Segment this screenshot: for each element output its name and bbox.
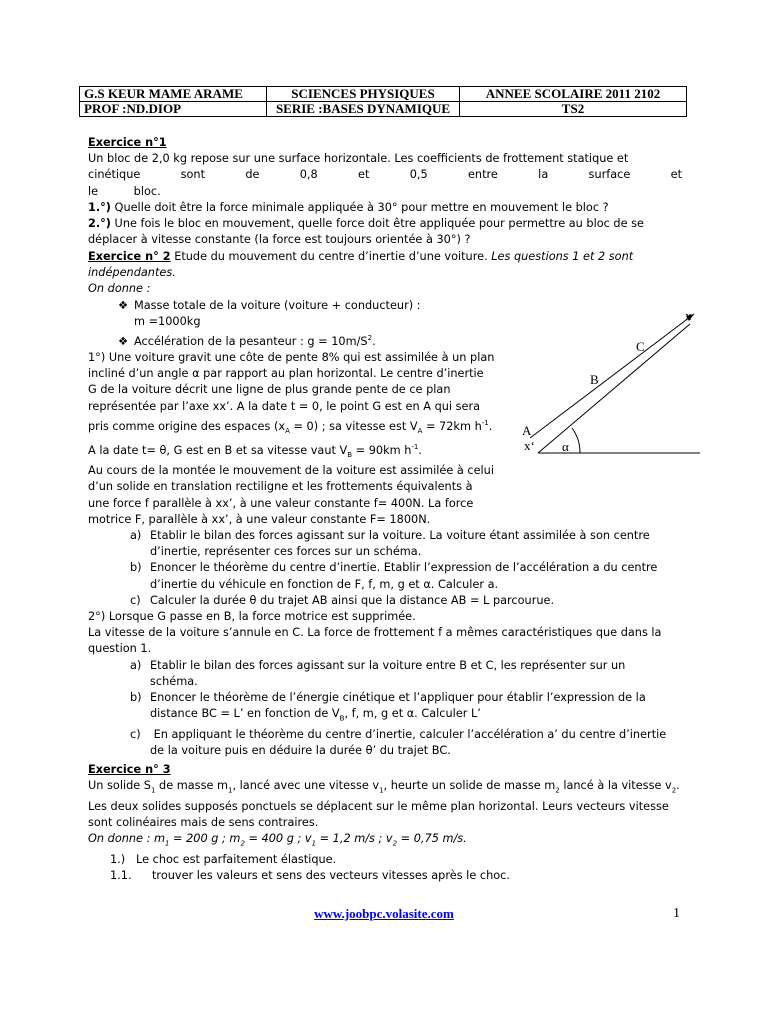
subject: SCIENCES PHYSIQUES	[267, 87, 460, 102]
ex2-q2a: Etablir le bilan des forces agissant sur la voiture entre B et C, les représenter sur un	[150, 658, 626, 672]
ex3-line: sont colinéaires mais de sens contraires.	[88, 815, 319, 829]
ex2-bullet-1: Masse totale de la voiture (voiture + conducteur) :	[134, 298, 421, 312]
ex3-given: = 1,2 m/s ; v	[316, 832, 393, 846]
ex2-line: incliné d’un angle α par rapport au plan horizontal. Le centre d’inertie	[88, 367, 484, 381]
ex1-q2: Une fois le bloc en mouvement, quelle force doit être appliquée pour permettre au bloc de se	[110, 217, 644, 231]
ex2-q2-line: La vitesse de la voiture s’annule en C. La force de frottement f a mêmes caractéristiques que dans la	[88, 626, 662, 640]
inclined-plane-diagram	[520, 300, 700, 460]
class-level: TS2	[460, 102, 687, 117]
ex2-line: d’un solide en translation rectiligne et les frottements équivalents à	[88, 480, 473, 494]
ex2-line: Au cours de la montée le mouvement de la voiture est assimilée à celui	[88, 464, 494, 478]
ex2-line: motrice F, parallèle à xx’, à une valeur constante F= 1800N.	[88, 512, 431, 526]
ex2-intro-italic-cont: indépendantes.	[88, 266, 176, 280]
angle-arc	[572, 428, 580, 453]
ex2-given: On donne :	[88, 282, 151, 296]
exercise-3-title: Exercice n° 3	[88, 763, 171, 776]
ex2-line: 1°) Une voiture gravit une côte de pente 8% qui est assimilée à un plan	[88, 350, 495, 364]
ex3-line: lancé à la vitesse v	[559, 779, 672, 793]
label-xprime: x‘	[524, 438, 535, 453]
ex1-line: Un bloc de 2,0 kg repose sur une surface horizontale. Les coefficients de frottement statique et	[88, 152, 629, 166]
ex2-q2: 2°) Lorsque G passe en B, la force motrice est supprimée.	[88, 610, 416, 624]
ex2-mass-value: m =1000kg	[134, 314, 201, 328]
exercise-1-title: Exercice n°1	[88, 136, 167, 149]
series: SERIE :BASES DYNAMIQUE	[267, 102, 460, 117]
ex1-q2-number: 2.°)	[88, 217, 111, 231]
ex2-intro-italic: Les questions 1 et 2 sont	[491, 250, 634, 263]
ex1-q2-cont: déplacer à vitesse constante (la force est toujours orientée à 30°) ?	[88, 233, 471, 247]
label-x: x	[685, 308, 692, 323]
ex1-q1-number: 1.°)	[88, 200, 111, 214]
label-A: A	[522, 423, 532, 438]
ex2-line: une force f parallèle à xx’, à une valeur constante f= 400N. La force	[88, 496, 474, 510]
diamond-bullet-icon: ❖	[118, 298, 129, 312]
exercise-2-title: Exercice n° 2	[88, 250, 171, 263]
label-alpha: α	[562, 439, 569, 454]
ex3-q11: trouver les valeurs et sens des vecteurs vitesses après le choc.	[152, 868, 510, 882]
ex1-q1: Quelle doit être la force minimale appliquée à 30° pour mettre en mouvement le bloc ?	[110, 200, 609, 214]
ex3-line: Un solide S	[88, 779, 151, 793]
label-B: B	[590, 372, 599, 387]
ex2-q2b-cont: distance BC = L’ en fonction de V	[150, 707, 340, 721]
school-year: ANNEE SCOLAIRE 2011 2102	[460, 87, 687, 102]
ex2-q2c-cont: de la voiture puis en déduire la durée θ’ du trajet BC.	[150, 743, 451, 757]
ex2-line: G de la voiture décrit une ligne de plus grande pente de ce plan	[88, 383, 451, 397]
exercise-3: Exercice n° 3 Un solide $S_1$ de masse $m_1$, lancé avec une vitesse $v_1$, heurte un solide de masse $m_2$ lancé à la vitesse $v_2$. Les deux solides supposés ponctuels se déplacent sur le même plan horizontal. Leurs vecteurs vitesse sont colinéaires mais de sens contraires. On donne : $m_1 = 200$ g ; $m_2 = 400$ g ; $v_1 = 1,2$ m/s ; $v_2 = 0,75$ m/s. 1.) Le choc est parfaitement élastique. 1.1. trouver les valeurs et sens des vecteurs vitesses après le choc.	[88, 762, 682, 884]
ex2-q1b-cont: d’inertie du véhicule en fonction de F, f, m, g et α. Calculer a.	[150, 577, 499, 591]
ex3-given: = 200 g ; m	[169, 832, 241, 846]
axis-xx	[530, 314, 694, 438]
ex2-line: A la date t= θ, G est en B et sa vitesse vaut V	[88, 443, 348, 457]
ex2-line: pris comme origine des espaces (x	[88, 419, 286, 433]
school-name: G.S KEUR MAME ARAME	[80, 87, 267, 102]
ex2-intro: Etude du mouvement du centre d’inertie d’une voiture.	[174, 250, 488, 263]
ex3-q1-number: 1.)	[110, 852, 126, 866]
ex3-line: Les deux solides supposés ponctuels se déplacent sur le même plan horizontal. Leurs vecteurs vitesse	[88, 799, 669, 813]
ex2-q1a-cont: d’inertie, représenter ces forces sur un schéma.	[150, 545, 422, 559]
diamond-bullet-icon: ❖	[118, 334, 129, 348]
ex3-q11-number: 1.1.	[110, 868, 132, 882]
ex2-line: représentée par l’axe xx’. A la date t = 0, le point G est en A qui sera	[88, 399, 481, 413]
ex2-q1c: Calculer la durée θ du trajet AB ainsi que la distance AB = L parcourue.	[150, 593, 555, 607]
ex3-line: , lancé avec une vitesse v	[232, 779, 380, 793]
ex2-q2b-cont: , f, m, g et α. Calculer L’	[344, 707, 481, 721]
ex2-line: = 0) ; sa vitesse est V	[289, 419, 418, 433]
ex3-q1: Le choc est parfaitement élastique.	[136, 852, 337, 866]
header-table	[79, 86, 687, 117]
teacher: PROF :ND.DIOP	[80, 102, 267, 117]
ex3-given: = 400 g ; v	[244, 832, 312, 846]
ex2-line: = 90km h	[352, 443, 412, 457]
ex2-q2-line: question 1.	[88, 642, 152, 656]
ex2-q2a-cont: schéma.	[150, 674, 198, 688]
ex3-given: On donne : m	[88, 832, 165, 846]
exponent: 2	[367, 334, 373, 343]
exercise-2: Exercice n° 2 Etude du mouvement du centre d’inertie d’une voiture. Les questions 1 et 2 sont indépendantes. On donne : ❖ Masse totale de la voiture (voiture + conducteur) : m =1000kg ❖ Accélération de la pesanteur : $g = 10m/S^2$. 1°) Une voiture gravit une côte de pente 8% qui est assimilée à un plan incliné d’un angle α par rapport au plan horizontal. Le centre d’inertie G de la voiture décrit une ligne de plus grande pente de ce plan représentée par l’axe xx’. A la date t = 0, le point G est en A qui sera pris comme origine des espaces $(x_A = 0)$ ; sa vitesse est $V_A = 72km$ $h^{-1}$. A la date t= θ, G est en B et sa vitesse vaut $V_B = 90km$ $h^{-1}$. Au cours de la montée le mouvement de la voiture est assimilée à celui d’un solide en translation rectiligne et les frottements équivalents à une force f parallèle à xx’, à une valeur constante f= 400N. La force motrice F, parallèle à xx’, à une valeur constante F= 1800N. a) Etablir le bilan des forces agissant sur la voiture. La voiture étant assimilée à son centre d’inertie, représenter ces forces sur un schéma. b) Enoncer le théorème du centre d’inertie. Etablir l’expression de l’accélération a du centre d’inertie du véhicule en fonction de F, f, m, g et α. Calculer a. c) Calculer la durée θ du trajet AB ainsi que la distance AB = L parcourue. 2°) Lorsque G passe en B, la force motrice est supprimée. La vitesse de la voiture s’annule en C. La force de frottement f a mêmes caractéristiques que dans la question 1. a) Etablir le bilan des forces agissant sur la voiture entre B et C, les représenter sur un schéma. b) Enoncer le théorème de l’énergie cinétique et l’appliquer pour établir l’expression de la distance BC = L’ en fonction de $V_B$, f, m, g et α. Calculer L’ c) En appliquant le théorème du centre d’inertie, calculer l’accélération a’ du centre d’inertie de la voiture puis en déduire la durée θ’ du trajet BC.	[88, 249, 682, 759]
exercise-1	[88, 135, 682, 248]
ex3-given: = 0,75 m/s.	[397, 832, 467, 846]
ex2-bullet-2: Accélération de la pesanteur : g = 10m/S	[134, 334, 368, 348]
incline-line	[538, 324, 690, 453]
ex2-line: = 72km h	[422, 419, 482, 433]
footer-link[interactable]: www.joobpc.volasite.com	[314, 906, 454, 921]
footer	[0, 906, 768, 922]
ex3-line: de masse m	[155, 779, 229, 793]
ex2-q1a: Etablir le bilan des forces agissant sur la voiture. La voiture étant assimilée à son centre	[150, 529, 650, 543]
label-C: C	[636, 339, 645, 354]
ex3-line: , heurte un solide de masse m	[383, 779, 556, 793]
page-number: 1	[673, 906, 680, 921]
ex2-q1b: Enoncer le théorème du centre d’inertie. Etablir l’expression de l’accélération a du centre	[150, 561, 658, 575]
ex2-q2c: En appliquant le théorème du centre d’inertie, calculer l’accélération a’ du centre d’inertie	[150, 727, 667, 741]
ex2-q2b: Enoncer le théorème de l’énergie cinétique et l’appliquer pour établir l’expression de la	[150, 691, 646, 705]
ex1-line: cinétique sont de 0,8 et 0,5 entre la surface et le bloc.	[88, 168, 682, 198]
